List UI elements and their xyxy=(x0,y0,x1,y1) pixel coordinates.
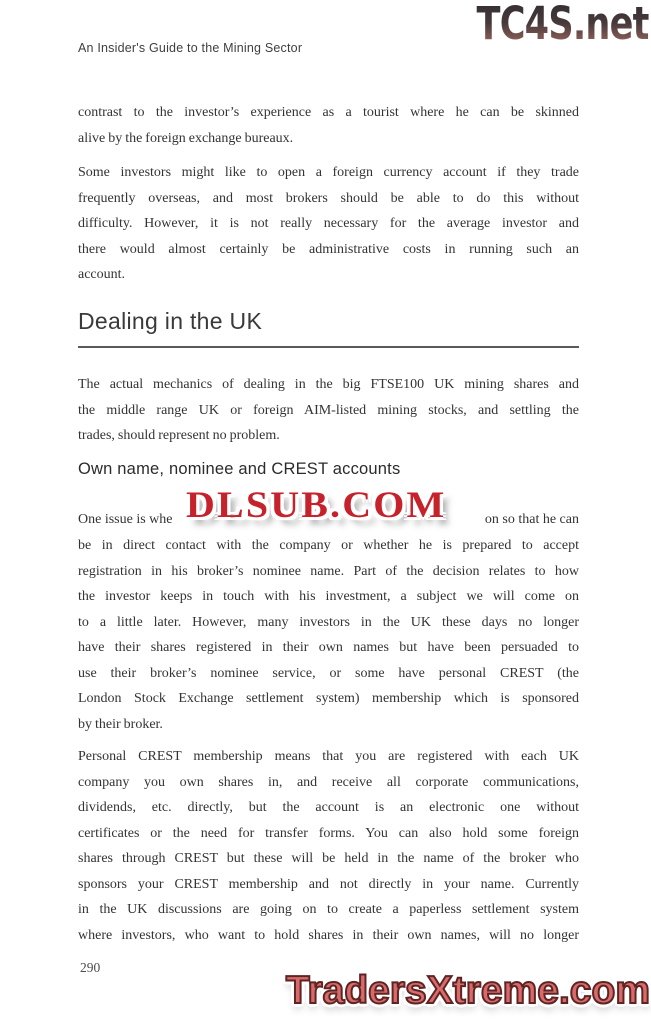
paragraph-3 xyxy=(78,372,579,449)
text-line: sponsors your CREST membership and not directly in your name. Currently xyxy=(78,876,579,892)
text-line: Some investors might like to open a foreign currency account if they trade xyxy=(78,165,579,180)
tradersxtreme-watermark-logo: TradersXtreme.com xyxy=(285,969,650,1012)
paragraph-4 xyxy=(78,533,579,737)
text-line: be in direct contact with the company or whether he is prepared to accept xyxy=(78,538,579,553)
text-line: trades, should represent no problem. xyxy=(78,428,280,443)
text-line: use their broker’s nominee service, or some have personal CREST (the xyxy=(78,665,579,681)
text-line: The actual mechanics of dealing in the big FTSE100 UK mining shares and xyxy=(78,377,579,392)
text-line: where investors, who want to hold shares in their own names, will no longer xyxy=(78,927,579,943)
text-line: contrast to the investor’s experience as a tourist where he can be skinned xyxy=(78,105,579,120)
subheading: Own name, nominee and CREST accounts xyxy=(78,460,401,478)
text-line: Personal CREST membership means that you are registered with each UK xyxy=(78,749,579,764)
paragraph-1 xyxy=(78,100,579,151)
text-line: company you own shares in, and receive all corporate communications, xyxy=(78,774,579,790)
text-line: difficulty. However, it is not really necessary for the average investor and xyxy=(78,216,579,231)
text-line: by their broker. xyxy=(78,716,163,732)
running-header: An Insider's Guide to the Mining Sector xyxy=(78,41,303,55)
text-line: shares through CREST but these will be held in the name of the broker who xyxy=(78,851,579,866)
text-line: there would almost certainly be administrative costs in running such an xyxy=(78,241,579,257)
paragraph-5 xyxy=(78,744,579,948)
text-line: to a little later. However, many investors in the UK these days no longer xyxy=(78,614,579,630)
text-line: the middle range UK or foreign AIM-listed mining stocks, and settling the xyxy=(78,402,579,418)
text-line: in the UK discussions are going on to create a paperless settlement system xyxy=(78,902,579,917)
page-number: 290 xyxy=(80,960,101,975)
text-line: London Stock Exchange settlement system) membership which is sponsored xyxy=(78,691,579,706)
paragraph-2 xyxy=(78,160,579,288)
dlsub-watermark-logo: DLSUB.COM xyxy=(186,485,447,526)
heading-rule xyxy=(78,346,579,348)
text-line: the investor keeps in touch with his investment, a subject we will come on xyxy=(78,589,579,604)
text-line: frequently overseas, and most brokers should be able to do this without xyxy=(78,190,579,206)
text-line: certificates or the need for transfer forms. You can also hold some foreign xyxy=(78,825,579,841)
obscured-line-left-fragment: One issue is whe xyxy=(78,512,173,527)
text-line: have their shares registered in their own names but have been persuaded to xyxy=(78,640,579,655)
text-line: account. xyxy=(78,267,126,282)
text-line: dividends, etc. directly, but the account is an electronic one without xyxy=(78,800,579,815)
tc4s-watermark-logo: TC4S.net xyxy=(476,0,649,50)
text-line: registration in his broker’s nominee name. Part of the decision relates to how xyxy=(78,563,579,579)
obscured-line-right-fragment: on so that he can xyxy=(484,512,579,527)
section-heading: Dealing in the UK xyxy=(78,308,263,334)
text-line: alive by the foreign exchange bureaux. xyxy=(78,130,294,146)
